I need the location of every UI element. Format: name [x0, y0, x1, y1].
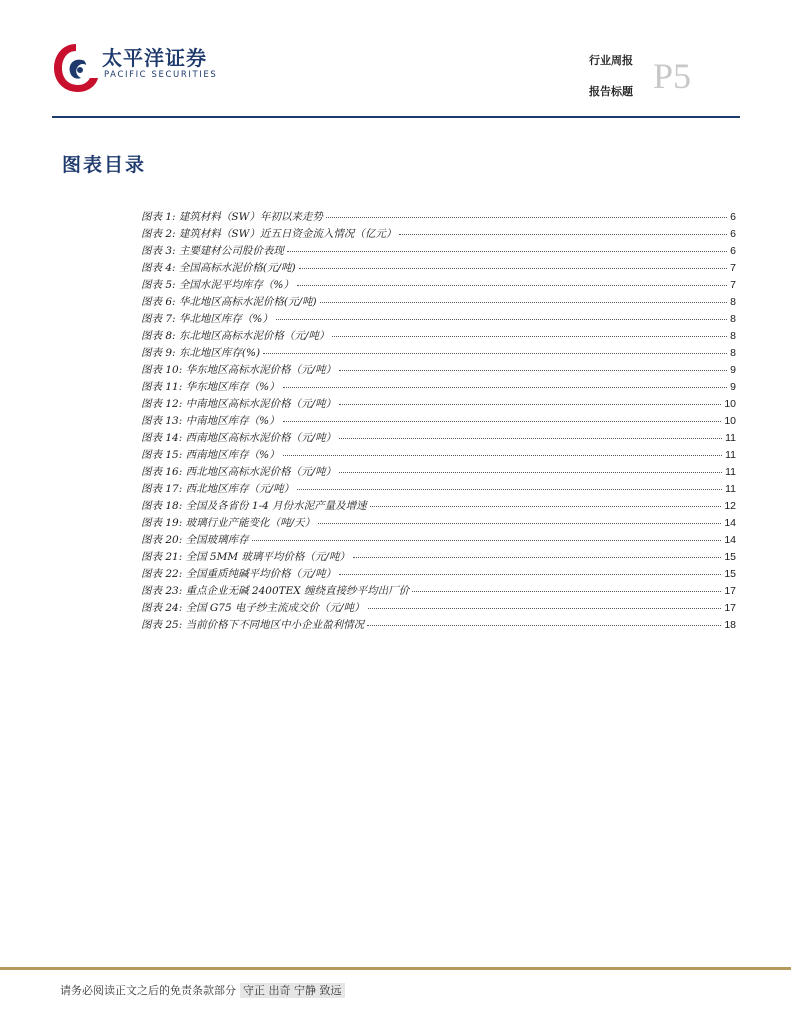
- toc-entry-label: 图表 1: 建筑材料（SW）年初以来走势: [141, 211, 323, 223]
- toc-entry-label: 图表 11: 华东地区库存（%）: [141, 381, 280, 393]
- toc-entry[interactable]: [141, 481, 736, 498]
- toc-entry[interactable]: [141, 260, 736, 277]
- toc-entry-label: 图表 25: 当前价格下不同地区中小企业盈利情况: [141, 619, 365, 631]
- toc-leader-dots: [399, 233, 727, 235]
- logo-text-cn: 太平洋证券: [102, 46, 207, 70]
- toc-entry-page: 8: [730, 330, 736, 342]
- toc-entry[interactable]: [141, 566, 736, 583]
- toc-entry-page: 10: [724, 398, 736, 410]
- toc-entry-page: 6: [730, 245, 736, 257]
- logo-text-en: PACIFIC SECURITIES: [104, 70, 218, 80]
- toc-entry-page: 15: [724, 568, 736, 580]
- toc-entry[interactable]: [141, 294, 736, 311]
- toc-entry[interactable]: [141, 362, 736, 379]
- toc-entry-label: 图表 24: 全国 G75 电子纱主流成交价（元/吨）: [141, 602, 365, 614]
- toc-entry-page: 11: [725, 483, 736, 495]
- toc-leader-dots: [276, 318, 727, 320]
- toc-entry-page: 9: [730, 364, 736, 376]
- toc-entry-page: 7: [730, 262, 736, 274]
- toc-entry-page: 8: [730, 296, 736, 308]
- toc-entry-label: 图表 18: 全国及各省份 1-4 月份水泥产量及增速: [141, 500, 367, 512]
- footer-motto: 守正 出奇 宁静 致远: [240, 983, 345, 998]
- toc-leader-dots: [283, 454, 723, 456]
- toc-leader-dots: [339, 403, 721, 405]
- toc-entry-label: 图表 5: 全国水泥平均库存（%）: [141, 279, 294, 291]
- toc-entry-label: 图表 4: 全国高标水泥价格(元/吨): [141, 262, 296, 274]
- toc-entry-label: 图表 8: 东北地区高标水泥价格（元/吨）: [141, 330, 330, 342]
- toc-entry-label: 图表 15: 西南地区库存（%）: [141, 449, 280, 461]
- toc-entry-page: 7: [730, 279, 736, 291]
- toc-entry[interactable]: [141, 498, 736, 515]
- doc-title-label: 报告标题: [589, 85, 633, 98]
- table-of-figures: [141, 209, 736, 634]
- footer-disclaimer: 请务必阅读正文之后的免责条款部分: [60, 984, 236, 997]
- toc-entry-page: 6: [730, 228, 736, 240]
- page-header: [0, 0, 791, 120]
- toc-entry-label: 图表 22: 全国重质纯碱平均价格（元/吨）: [141, 568, 337, 580]
- doc-type-label: 行业周报: [589, 54, 633, 67]
- toc-entry[interactable]: [141, 396, 736, 413]
- toc-leader-dots: [326, 216, 727, 218]
- toc-entry-label: 图表 16: 西北地区高标水泥价格（元/吨）: [141, 466, 337, 478]
- toc-leader-dots: [320, 301, 728, 303]
- toc-entry[interactable]: [141, 515, 736, 532]
- toc-entry-page: 10: [724, 415, 736, 427]
- toc-entry-label: 图表 14: 西南地区高标水泥价格（元/吨）: [141, 432, 337, 444]
- toc-entry[interactable]: [141, 413, 736, 430]
- toc-leader-dots: [339, 437, 722, 439]
- toc-entry[interactable]: [141, 430, 736, 447]
- toc-leader-dots: [318, 522, 721, 524]
- toc-entry-label: 图表 23: 重点企业无碱 2400TEX 缠绕直接纱平均出厂价: [141, 585, 410, 597]
- toc-entry-label: 图表 2: 建筑材料（SW）近五日资金流入情况（亿元）: [141, 228, 397, 240]
- toc-entry-page: 15: [724, 551, 736, 563]
- toc-leader-dots: [339, 573, 721, 575]
- toc-entry[interactable]: [141, 379, 736, 396]
- header-divider: [52, 116, 740, 118]
- toc-entry-page: 14: [724, 517, 736, 529]
- toc-entry[interactable]: [141, 600, 736, 617]
- toc-entry-label: 图表 9: 东北地区库存(%): [141, 347, 261, 359]
- toc-leader-dots: [299, 267, 728, 269]
- toc-entry-label: 图表 19: 玻璃行业产能变化（吨/天）: [141, 517, 316, 529]
- toc-entry[interactable]: [141, 617, 736, 634]
- toc-leader-dots: [283, 420, 722, 422]
- toc-entry-page: 11: [725, 466, 736, 478]
- toc-entry[interactable]: [141, 243, 736, 260]
- toc-leader-dots: [332, 335, 727, 337]
- toc-entry[interactable]: [141, 549, 736, 566]
- toc-leader-dots: [353, 556, 721, 558]
- toc-entry-label: 图表 21: 全国 5MM 玻璃平均价格（元/吨）: [141, 551, 350, 563]
- toc-entry[interactable]: [141, 209, 736, 226]
- toc-entry-label: 图表 6: 华北地区高标水泥价格(元/吨): [141, 296, 317, 308]
- toc-entry-page: 14: [724, 534, 736, 546]
- toc-leader-dots: [412, 590, 721, 592]
- toc-entry[interactable]: [141, 277, 736, 294]
- toc-entry-label: 图表 10: 华东地区高标水泥价格（元/吨）: [141, 364, 337, 376]
- toc-leader-dots: [297, 284, 727, 286]
- toc-entry-page: 8: [730, 313, 736, 325]
- toc-entry[interactable]: [141, 583, 736, 600]
- toc-leader-dots: [368, 607, 722, 609]
- toc-leader-dots: [339, 369, 727, 371]
- toc-leader-dots: [252, 539, 722, 541]
- toc-entry-label: 图表 3: 主要建材公司股价表现: [141, 245, 284, 257]
- toc-entry[interactable]: [141, 226, 736, 243]
- company-logo: [52, 40, 217, 98]
- footer-divider: [0, 967, 791, 970]
- toc-entry-page: 17: [724, 585, 736, 597]
- toc-leader-dots: [339, 471, 722, 473]
- logo-emblem-icon: [52, 40, 100, 98]
- toc-leader-dots: [283, 386, 728, 388]
- toc-entry-page: 18: [724, 619, 736, 631]
- toc-entry-page: 17: [724, 602, 736, 614]
- toc-leader-dots: [263, 352, 727, 354]
- toc-entry-label: 图表 12: 中南地区高标水泥价格（元/吨）: [141, 398, 337, 410]
- toc-entry[interactable]: [141, 328, 736, 345]
- toc-entry[interactable]: [141, 311, 736, 328]
- toc-leader-dots: [287, 250, 727, 252]
- toc-entry[interactable]: [141, 345, 736, 362]
- toc-leader-dots: [370, 505, 722, 507]
- page-number: P5: [653, 56, 692, 96]
- toc-entry-page: 6: [730, 211, 736, 223]
- toc-entry[interactable]: [141, 464, 736, 481]
- page-footer: [60, 982, 345, 998]
- toc-entry-page: 8: [730, 347, 736, 359]
- toc-entry-page: 11: [725, 449, 736, 461]
- toc-entry-label: 图表 13: 中南地区库存（%）: [141, 415, 280, 427]
- toc-entry-label: 图表 17: 西北地区库存（元/吨）: [141, 483, 295, 495]
- toc-entry-page: 11: [725, 432, 736, 444]
- toc-leader-dots: [297, 488, 722, 490]
- toc-entry-label: 图表 7: 华北地区库存（%）: [141, 313, 273, 325]
- toc-entry[interactable]: [141, 532, 736, 549]
- toc-leader-dots: [367, 624, 721, 626]
- toc-entry-page: 9: [730, 381, 736, 393]
- toc-entry[interactable]: [141, 447, 736, 464]
- toc-entry-page: 12: [724, 500, 736, 512]
- section-title: 图表目录: [62, 154, 147, 176]
- toc-entry-label: 图表 20: 全国玻璃库存: [141, 534, 249, 546]
